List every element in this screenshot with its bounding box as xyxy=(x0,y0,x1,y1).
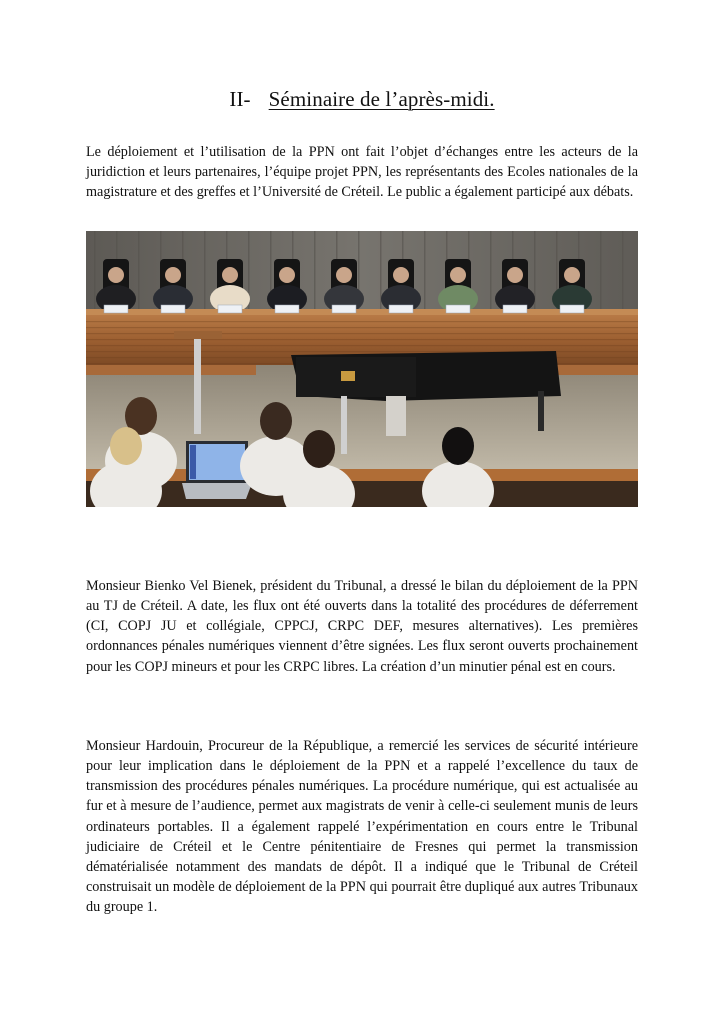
seminar-photo-illustration xyxy=(86,231,638,507)
panelist-head xyxy=(450,267,466,283)
paragraph-prosecutor: Monsieur Hardouin, Procureur de la République, a remercié les services de sécurité intérieure pour leur implication dans le déploiement de la PPN et a rappelé l’excellence du taux de transmission des procédures pénales numériques. La procédure numérique, qui est actualisée au fur et à mesure de l’audience, permet aux magistrats de venir à celle-ci seulement munis de leurs ordinateurs portables. Il a également rappelé l’expérimentation en cours entre le Tribunal judiciaire de Créteil et le Centre pénitentiaire de Fresnes qui permet la transmission dématérialisée notamment des mandats de dépôt. Il a indiqué que le Tribunal de Créteil construisait un modèle de déploiement de la PPN qui pourrait être dupliqué aux autres Tribunaux du groupe 1. xyxy=(86,738,638,915)
panelist-head xyxy=(336,267,352,283)
lectern xyxy=(174,331,222,339)
name-card xyxy=(218,305,242,313)
name-card xyxy=(104,305,128,313)
panelist-head xyxy=(393,267,409,283)
panelist-head xyxy=(564,267,580,283)
panelist-head xyxy=(222,267,238,283)
wood-grain-line xyxy=(86,327,638,328)
attendee-head xyxy=(442,427,474,465)
attendee-head xyxy=(303,430,335,468)
wall-panel-line xyxy=(138,231,140,311)
name-card xyxy=(332,305,356,313)
wall-panel-line xyxy=(94,231,96,311)
seminar-photo xyxy=(86,231,638,507)
panelist-head xyxy=(279,267,295,283)
paragraph-president: Monsieur Bienko Vel Bienek, président du Tribunal, a dressé le bilan du déploiement de la PPN au TJ de Créteil. A date, les flux ont été ouverts dans la totalité des procédures de déferrement (CI, COPJ JU et collégiale, CPPCJ, CRPC DEF, mesures alternatives). Les premières ordonnances pénales numériques viennent d’être signées. Les flux seront ouverts prochainement pour les COPJ mineurs et pour les CRPC libres. La création d’un minutier pénal est en cours. xyxy=(86,578,638,675)
attendee-head xyxy=(110,427,142,465)
wood-grain-line xyxy=(86,321,638,322)
name-cards xyxy=(104,305,584,313)
panelist-head xyxy=(507,267,523,283)
wall-panel-line xyxy=(424,231,426,311)
lectern-post xyxy=(194,339,201,434)
wall-panel-line xyxy=(314,231,316,311)
wall-panel-line xyxy=(622,231,624,311)
wood-grain-line xyxy=(86,345,638,346)
section-heading xyxy=(0,86,724,112)
name-card xyxy=(446,305,470,313)
panelist-head xyxy=(165,267,181,283)
name-card xyxy=(503,305,527,313)
name-card xyxy=(275,305,299,313)
section-number: II- xyxy=(229,87,251,111)
wood-grain-line xyxy=(86,339,638,340)
name-card xyxy=(560,305,584,313)
wall-panel-line xyxy=(204,231,206,311)
lower-bench-left xyxy=(86,365,256,375)
paragraph-intro: Le déploiement et l’utilisation de la PPN ont fait l’objet d’échanges entre les acteurs de la juridiction et leurs partenaires, l’équipe projet PPN, les représentants des Ecoles nationales de la magistrature et des greffes et l’Université de Créteil. Le public a également participé aux débats. xyxy=(86,144,638,201)
name-card xyxy=(161,305,185,313)
panelist-head xyxy=(108,267,124,283)
wall-panel-line xyxy=(490,231,492,311)
wood-grain-line xyxy=(86,333,638,334)
front-desk-shadow xyxy=(86,481,638,507)
attendee-head xyxy=(260,402,292,440)
section-title: Séminaire de l’après-midi. xyxy=(268,87,495,111)
name-card xyxy=(389,305,413,313)
wall-panel-line xyxy=(600,231,602,311)
